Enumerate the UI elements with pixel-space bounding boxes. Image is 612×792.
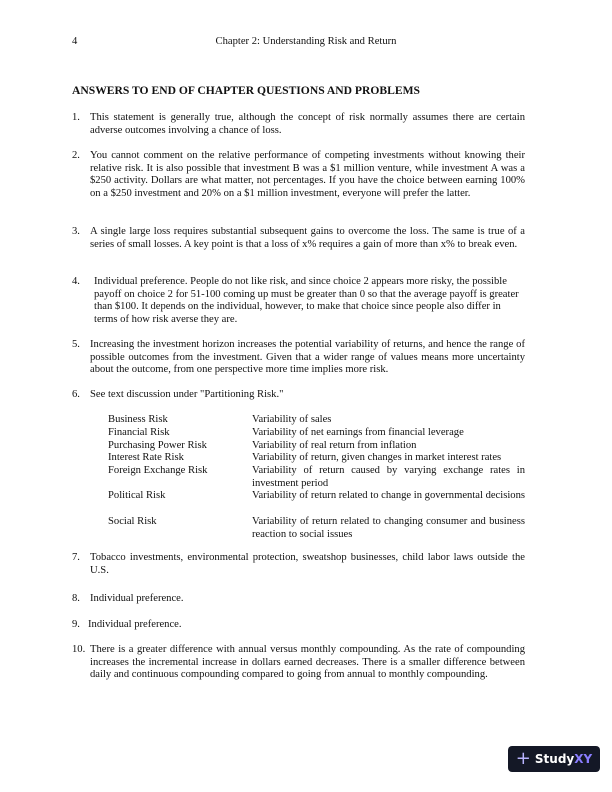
item-number: 1. — [72, 112, 80, 123]
item-text: This statement is generally true, although the concept of risk normally assumes there are certain adverse outcomes involving a chance of loss. — [90, 112, 525, 136]
badge-xy: XY — [574, 751, 593, 766]
item-number: 7. — [72, 552, 80, 563]
answer-9 — [72, 619, 525, 632]
item-text: A single large loss requires substantial subsequent gains to overcome the loss. The same is true of a series of small losses. A key point is that a loss of x% requires a gain of more than x% to break even. — [90, 226, 525, 250]
risk-description: Variability of return related to change in governmental decisions — [252, 490, 525, 501]
risk-description: Variability of return, given changes in market interest rates — [252, 452, 502, 463]
answer-8 — [72, 593, 525, 606]
answer-6 — [72, 389, 525, 402]
risk-row — [108, 465, 525, 490]
answer-5 — [72, 339, 525, 377]
item-number: 2. — [72, 150, 80, 161]
item-text: See text discussion under "Partitioning Risk." — [90, 389, 284, 400]
answer-1 — [72, 112, 525, 137]
risk-description: Variability of return caused by varying exchange rates in investment period — [252, 465, 525, 489]
risk-name: Business Risk — [108, 414, 168, 425]
risk-name: Foreign Exchange Risk — [108, 465, 208, 476]
item-number: 10. — [72, 644, 86, 655]
risk-row — [108, 452, 525, 465]
badge-study: Study — [534, 751, 575, 766]
risk-row — [108, 414, 525, 427]
answer-2 — [72, 150, 525, 200]
risk-description: Variability of sales — [252, 414, 332, 425]
risk-row — [108, 440, 525, 453]
risk-name: Financial Risk — [108, 427, 170, 438]
item-number: 8. — [72, 593, 80, 604]
page-number: 4 — [72, 36, 78, 47]
item-text: Individual preference. — [90, 593, 184, 604]
item-text: There is a greater difference with annual versus monthly compounding. As the rate of compounding increases the incremental increase in dollars earned decreases. There is a smaller difference between daily and continuous compounding compared to going from annual to monthly compounding. — [90, 644, 525, 681]
badge-logo-text — [535, 753, 592, 766]
section-heading: ANSWERS TO END OF CHAPTER QUESTIONS AND PROBLEMS — [72, 84, 420, 97]
item-text: Individual preference. People do not like risk, and since choice 2 appears more risky, the possible payoff on choice 2 for 51-100 coming up must be greater than 0 so that the average payoff is greater than $100. It depends on the individual, however, to make that choice since people also differ in terms of how risk averse they are. — [94, 276, 519, 325]
answer-7 — [72, 552, 525, 577]
item-text: Tobacco investments, environmental protection, sweatshop businesses, child labor laws outside the U.S. — [90, 552, 525, 576]
item-number: 5. — [72, 339, 80, 350]
risk-name: Social Risk — [108, 516, 157, 527]
risk-name: Interest Rate Risk — [108, 452, 184, 463]
risk-description: Variability of return related to changing consumer and business reaction to social issues — [252, 516, 525, 540]
risk-description: Variability of net earnings from financial leverage — [252, 427, 464, 438]
risk-name: Purchasing Power Risk — [108, 440, 207, 451]
item-number: 3. — [72, 226, 80, 237]
risk-row — [108, 490, 525, 503]
item-number: 9. — [72, 619, 80, 630]
item-text: Individual preference. — [88, 619, 182, 630]
answer-3 — [72, 226, 525, 251]
risk-name: Political Risk — [108, 490, 166, 501]
risk-row — [108, 516, 525, 541]
running-header: Chapter 2: Understanding Risk and Return — [215, 36, 397, 47]
answer-4 — [72, 276, 525, 326]
item-text: Increasing the investment horizon increases the potential variability of returns, and hence the range of possible outcomes from the investment. Given that a wider range of values means more uncertainty about the outcome, from one perspective more time implies more risk. — [90, 339, 525, 376]
item-text: You cannot comment on the relative performance of competing investments without knowing their relative risk. It is also possible that investment B was a $1 million venture, while investment A was a $250 activity. Dollars are what matter, not percentages. If you have the choice between earning 100% on a $250 investment and 20% on a $1 million investment, everyone will prefer the latter. — [90, 150, 525, 199]
studyxy-badge[interactable] — [508, 746, 600, 772]
risk-row — [108, 427, 525, 440]
item-number: 6. — [72, 389, 80, 400]
item-number: 4. — [72, 276, 80, 287]
plus-icon: + — [515, 748, 531, 769]
answer-10 — [72, 644, 525, 682]
risk-description: Variability of real return from inflation — [252, 440, 417, 451]
